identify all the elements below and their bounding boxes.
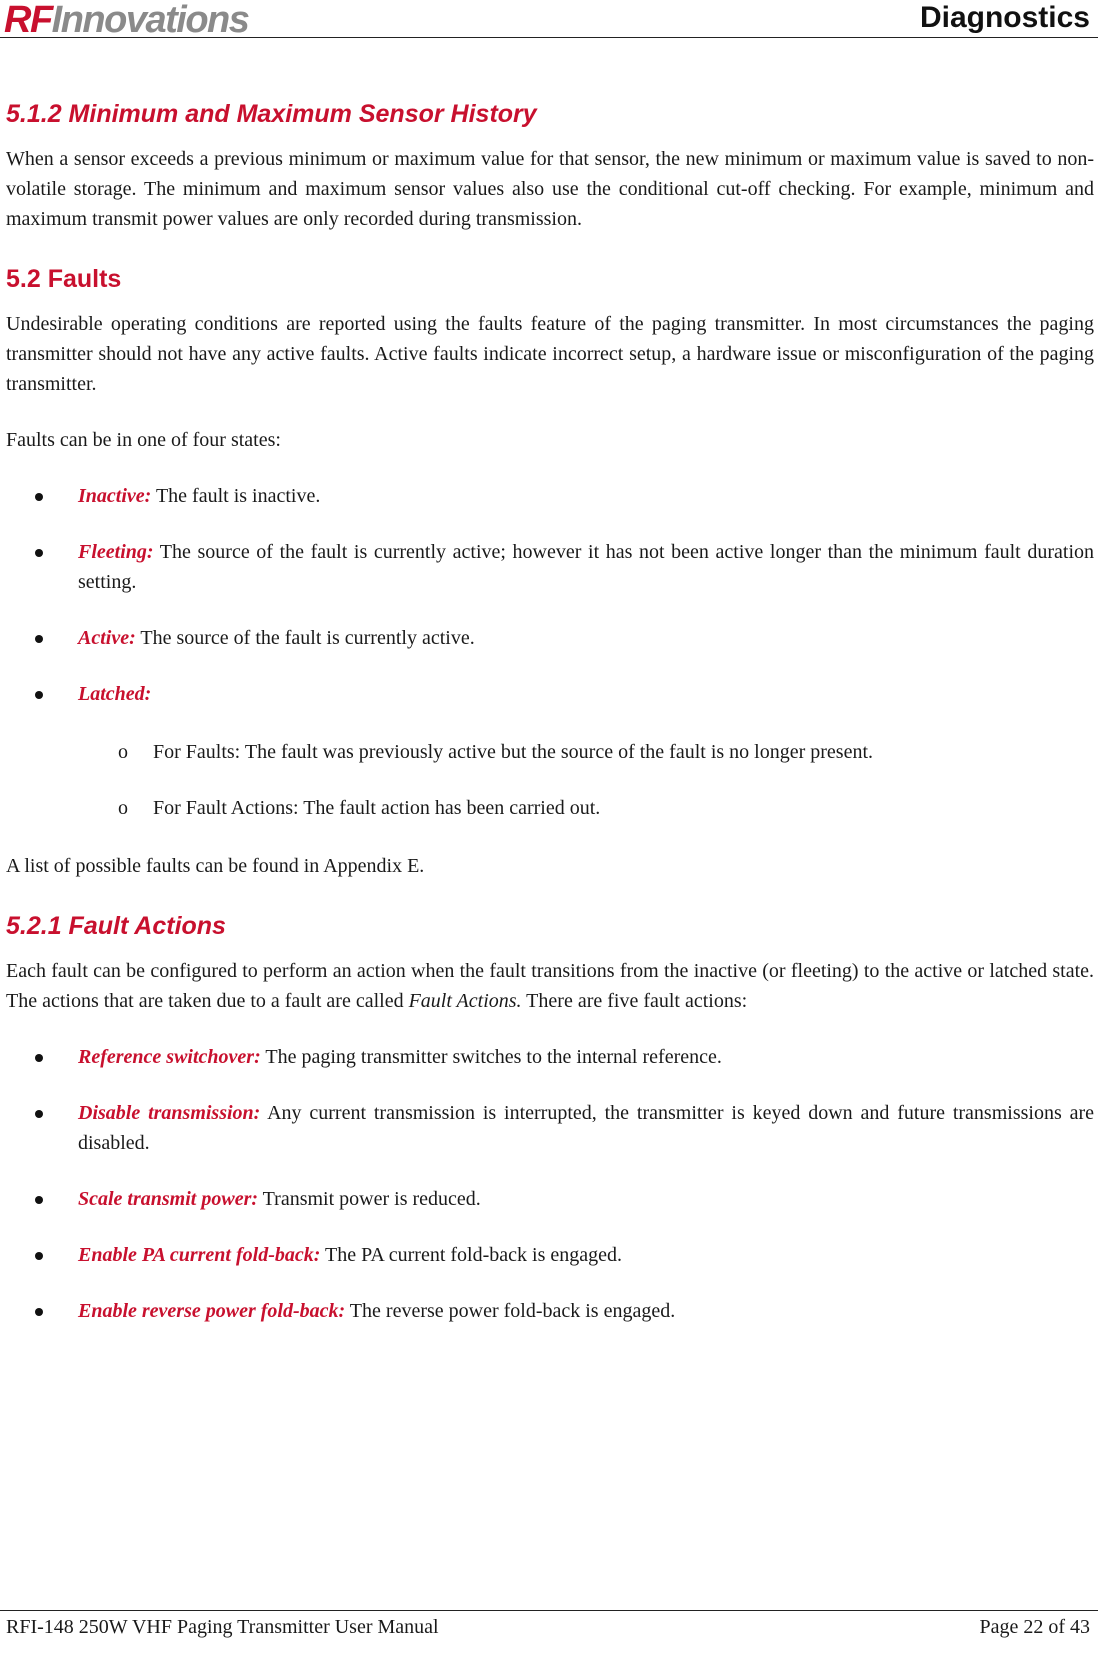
list-item bbox=[6, 537, 1094, 597]
latched-sub-list bbox=[6, 737, 1094, 823]
fault-states-list bbox=[6, 481, 1094, 709]
logo-innovations: Innovations bbox=[51, 0, 249, 41]
list-item bbox=[6, 1098, 1094, 1158]
paragraph-faults-intro: Undesirable operating conditions are reported using the faults feature of the paging transmitter. In most circumstances the paging transmitter should not have any active faults. Active faults indicate incorrect setup, a hardware issue or misconfiguration of the paging transmitter. bbox=[6, 313, 1094, 395]
action-term: Reference switchover: bbox=[78, 1046, 261, 1068]
rf-innovations-logo bbox=[4, 0, 248, 40]
section-name: Diagnostics bbox=[919, 1, 1090, 34]
list-item bbox=[6, 623, 1094, 653]
action-term: Enable reverse power fold-back: bbox=[78, 1300, 346, 1322]
list-item bbox=[6, 481, 1094, 511]
list-item bbox=[6, 679, 1094, 709]
bullet-icon bbox=[35, 635, 43, 643]
state-term: Active: bbox=[78, 627, 136, 649]
heading-5-1-2: 5.1.2 Minimum and Maximum Sensor History bbox=[6, 100, 537, 128]
paragraph-fault-states: Faults can be in one of four states: bbox=[6, 429, 281, 451]
state-term: Latched: bbox=[78, 683, 152, 705]
list-item bbox=[6, 1184, 1094, 1214]
heading-5-2-1: 5.2.1 Fault Actions bbox=[6, 912, 226, 940]
footer-divider bbox=[0, 1610, 1098, 1611]
sub-item-text: For Fault Actions: The fault action has been carried out. bbox=[153, 797, 601, 819]
state-term: Inactive: bbox=[78, 485, 152, 507]
state-term: Fleeting: bbox=[78, 541, 154, 563]
fault-actions-term: Fault Actions. bbox=[408, 990, 522, 1012]
action-text: The paging transmitter switches to the internal reference. bbox=[260, 1046, 722, 1068]
state-text: The source of the fault is currently active. bbox=[135, 627, 475, 649]
bullet-icon bbox=[35, 1196, 43, 1204]
footer-page-number: Page 22 of 43 bbox=[979, 1616, 1090, 1638]
bullet-icon bbox=[35, 1308, 43, 1316]
action-term: Scale transmit power: bbox=[78, 1188, 259, 1210]
fault-actions-text-b: There are five fault actions: bbox=[521, 990, 748, 1012]
bullet-icon bbox=[35, 493, 43, 501]
heading-5-2: 5.2 Faults bbox=[6, 265, 122, 293]
list-item bbox=[6, 1240, 1094, 1270]
bullet-icon bbox=[35, 691, 43, 699]
page-header bbox=[0, 0, 1098, 40]
paragraph-sensor-history: When a sensor exceeds a previous minimum or maximum value for that sensor, the new minimum or maximum value is saved to non-volatile storage. The minimum and maximum sensor values also use the conditional cut-off checking. For example, minimum and maximum transmit power values are only recorded during transmission. bbox=[6, 148, 1094, 230]
paragraph-appendix: A list of possible faults can be found in Appendix E. bbox=[6, 855, 425, 877]
list-item bbox=[6, 1042, 1094, 1072]
action-text: Transmit power is reduced. bbox=[258, 1188, 481, 1210]
circle-bullet-icon: o bbox=[118, 797, 128, 819]
circle-bullet-icon: o bbox=[118, 741, 128, 763]
action-term: Enable PA current fold-back: bbox=[78, 1244, 321, 1266]
sub-item-text: For Faults: The fault was previously active but the source of the fault is no longer present. bbox=[153, 741, 874, 763]
state-text: The source of the fault is currently active; however it has not been active longer than the minimum fault duration setting. bbox=[78, 541, 1094, 593]
action-text: Any current transmission is interrupted, the transmitter is keyed down and future transmissions are disabled. bbox=[78, 1102, 1094, 1154]
fault-actions-list bbox=[6, 1042, 1094, 1326]
logo-rf: RF bbox=[4, 0, 52, 41]
action-text: The reverse power fold-back is engaged. bbox=[345, 1300, 676, 1322]
list-item bbox=[6, 1296, 1094, 1326]
state-text: The fault is inactive. bbox=[151, 485, 321, 507]
bullet-icon bbox=[35, 1054, 43, 1062]
bullet-icon bbox=[35, 1252, 43, 1260]
bullet-icon bbox=[35, 1110, 43, 1118]
action-text: The PA current fold-back is engaged. bbox=[320, 1244, 622, 1266]
paragraph-fault-actions bbox=[6, 956, 1094, 1016]
list-item bbox=[6, 793, 1094, 823]
footer-manual-title: RFI-148 250W VHF Paging Transmitter User Manual bbox=[6, 1616, 439, 1638]
list-item bbox=[6, 737, 1094, 767]
bullet-icon bbox=[35, 549, 43, 557]
fault-actions-text-a: Each fault can be configured to perform an action when the fault transitions from the inactive (or fleeting) to the active or latched state. The actions that are taken due to a fault are called bbox=[6, 960, 1094, 1012]
action-term: Disable transmission: bbox=[78, 1102, 261, 1124]
header-divider bbox=[0, 37, 1098, 38]
page-content bbox=[6, 100, 1094, 1326]
